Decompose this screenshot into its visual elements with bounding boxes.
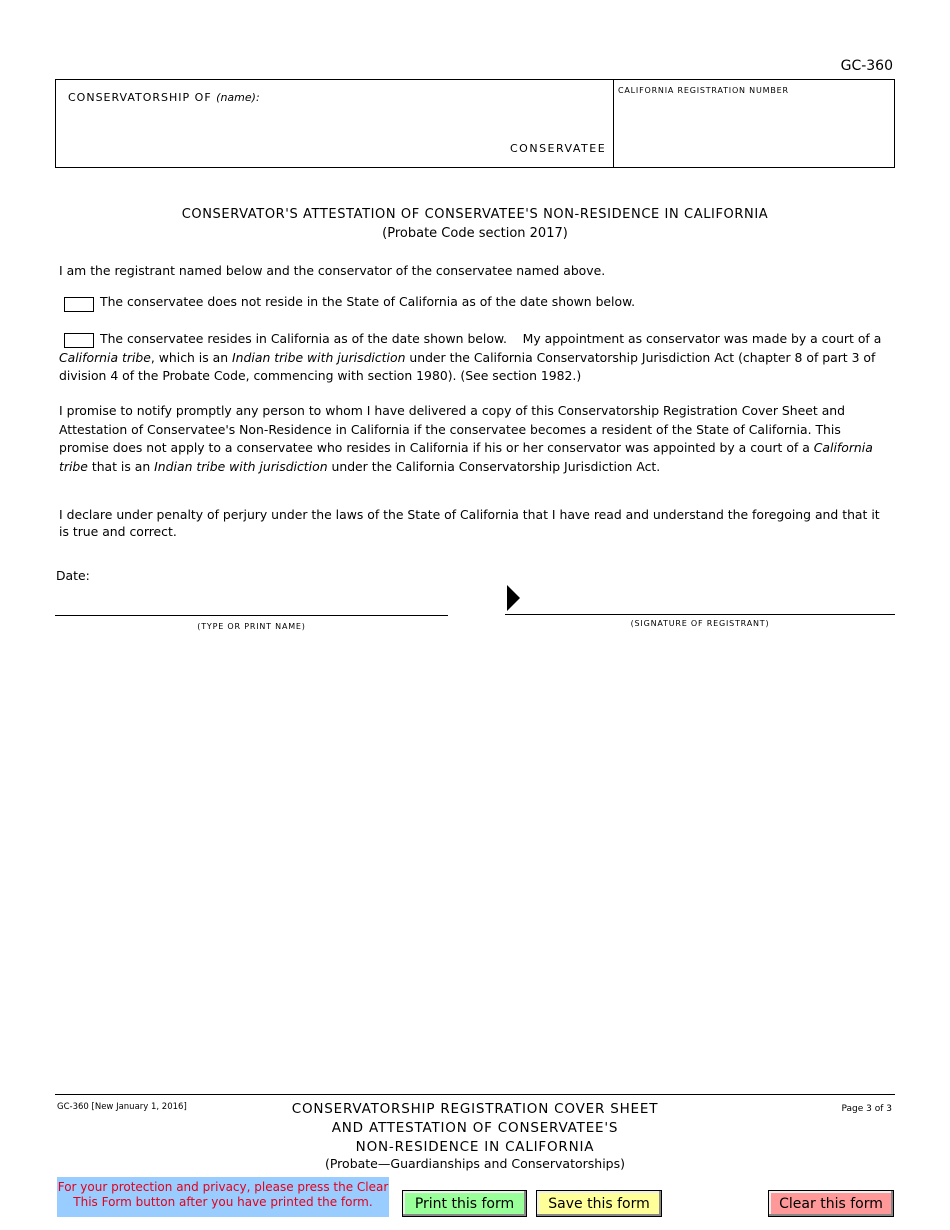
tribal-court-option: [59, 330, 885, 386]
promise-text-a: I promise to notify promptly any person to whom I have delivered a copy of this Conservatorship Registration Cover Sheet and Attestation of Conservatee's Non-Residence in California if the conservatee becomes a resident of the State of California. This promise does not apply to a conservatee who resides in California if his or her conservator was appointed by a court of a: [59, 403, 845, 455]
name-hint: (name):: [216, 91, 260, 104]
footer-title-line-1: CONSERVATORSHIP REGISTRATION COVER SHEET: [291, 1101, 659, 1117]
footer-divider: [55, 1094, 895, 1095]
promise-italic-1: California tribe: [59, 440, 873, 474]
intro-statement: I am the registrant named below and the conservator of the conservatee named above.: [59, 263, 606, 278]
non-residence-checkbox[interactable]: [64, 297, 94, 312]
page-number: Page 3 of 3: [841, 1104, 892, 1114]
option2-text-a: The conservatee resides in California as of the date shown below. My appointment as conservator was made by a court of a: [100, 331, 886, 346]
non-residence-option: The conservatee does not reside in the State of California as of the date shown below.: [100, 294, 636, 309]
signature-line[interactable]: [505, 614, 895, 615]
form-id: GC-360: [840, 58, 893, 74]
declaration-statement: I declare under penalty of perjury under the laws of the State of California that I have read and understand the foregoing and that it is true and correct.: [59, 507, 880, 539]
conservatorship-label-text: CONSERVATORSHIP OF: [68, 91, 217, 104]
form-title: CONSERVATOR'S ATTESTATION OF CONSERVATEE'S NON-RESIDENCE IN CALIFORNIA: [181, 207, 769, 222]
conservatorship-label: [68, 91, 260, 104]
conservatee-name-field[interactable]: [60, 108, 605, 138]
footer-subtitle: (Probate—Guardianships and Conservatorships): [324, 1156, 625, 1171]
form-subtitle: (Probate Code section 2017): [382, 226, 568, 241]
conservatee-label: CONSERVATEE: [510, 142, 607, 155]
promise-text-b: that is an: [87, 458, 155, 474]
privacy-notice: For your protection and privacy, please press the Clear This Form button after you have printed the form.: [57, 1177, 389, 1217]
print-name-line[interactable]: [55, 615, 448, 616]
promise-italic-2: Indian tribe with jurisdiction: [154, 458, 328, 474]
option2-italic-2: Indian tribe with jurisdiction: [232, 349, 406, 365]
save-button[interactable]: Save this form: [536, 1190, 662, 1217]
footer-title: [240, 1100, 710, 1157]
footer-title-line-2: AND ATTESTATION OF CONSERVATEE'S: [331, 1120, 619, 1136]
promise-statement: [59, 402, 885, 476]
registration-number-label: CALIFORNIA REGISTRATION NUMBER: [618, 86, 789, 95]
registration-number-field[interactable]: [615, 100, 892, 164]
footer-form-version: GC-360 [New January 1, 2016]: [57, 1102, 187, 1112]
option2-italic-1: California tribe: [59, 349, 151, 365]
print-button[interactable]: Print this form: [402, 1190, 527, 1217]
option2-text-c: under the California Conservatorship Jurisdiction Act (chapter 8 of part 3 of division 4 of the Probate Code, commencing with section 1980). (See section 1982.): [59, 349, 876, 383]
clear-button[interactable]: Clear this form: [768, 1190, 894, 1217]
option2-text-b: , which is an: [150, 349, 233, 365]
promise-text-c: under the California Conservatorship Jurisdiction Act.: [327, 458, 661, 474]
signature-caption: (SIGNATURE OF REGISTRANT): [630, 619, 770, 628]
print-name-caption: (TYPE OR PRINT NAME): [197, 622, 306, 631]
signature-arrow-icon: [507, 585, 520, 611]
date-label: Date:: [56, 568, 90, 583]
caption-divider: [613, 79, 614, 167]
footer-title-line-3: NON-RESIDENCE IN CALIFORNIA: [355, 1139, 595, 1155]
